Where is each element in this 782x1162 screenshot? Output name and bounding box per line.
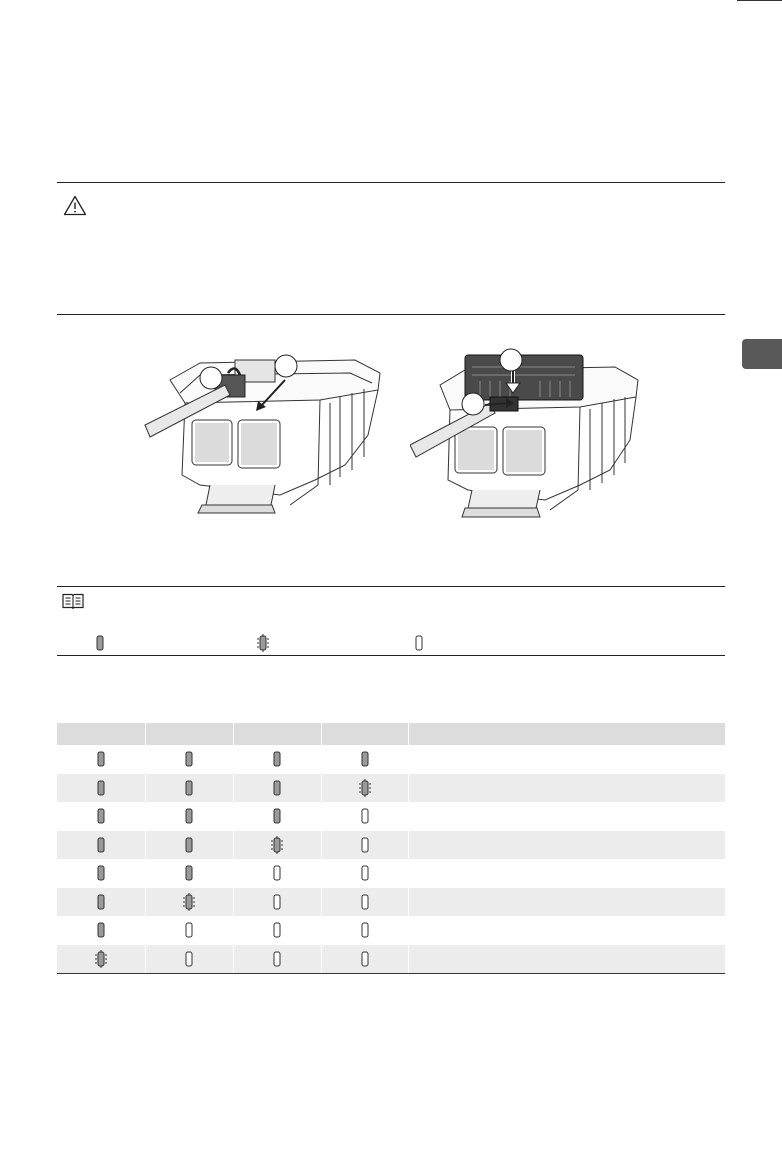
led-status-table: [57, 723, 725, 974]
illustration-mount-module: [410, 345, 650, 525]
led-off-icon: [269, 921, 285, 939]
legend-solid: [92, 634, 108, 652]
table-header-cell: [321, 723, 408, 745]
table-row: [57, 916, 725, 945]
led-blinking-icon: [255, 634, 271, 652]
led-cell: [233, 831, 321, 860]
led-cell: [321, 774, 408, 803]
led-solid-on-icon: [93, 921, 109, 939]
led-cell: [57, 831, 145, 860]
led-solid-on-icon: [93, 893, 109, 911]
table-row: [57, 831, 725, 860]
table-row: [57, 945, 725, 974]
description-cell: [408, 888, 725, 917]
table-row: [57, 802, 725, 831]
table-header-cell: [233, 723, 321, 745]
led-cell: [321, 859, 408, 888]
led-cell: [233, 916, 321, 945]
description-cell: [408, 831, 725, 860]
led-solid-on-icon: [93, 750, 109, 768]
led-cell: [145, 859, 233, 888]
led-blinking-icon: [181, 893, 197, 911]
led-off-icon: [357, 921, 373, 939]
led-off-icon: [357, 836, 373, 854]
table-row: [57, 745, 725, 774]
led-blinking-icon: [93, 950, 109, 968]
led-solid-on-icon: [181, 807, 197, 825]
led-solid-on-icon: [93, 864, 109, 882]
warning-top-rule: [57, 182, 725, 183]
led-cell: [233, 774, 321, 803]
notice-bottom-rule: [57, 655, 725, 656]
table-header-cell: [57, 723, 145, 745]
led-cell: [57, 802, 145, 831]
led-cell: [145, 831, 233, 860]
description-cell: [408, 945, 725, 974]
led-solid-on-icon: [181, 779, 197, 797]
legend-blink: [255, 634, 271, 652]
table-row: [57, 859, 725, 888]
book-icon: [62, 593, 84, 609]
step-number-circle: [462, 393, 484, 415]
led-cell: [57, 888, 145, 917]
led-solid-on-icon: [93, 836, 109, 854]
led-cell: [233, 945, 321, 974]
led-cell: [145, 774, 233, 803]
table-header-row: [57, 723, 725, 745]
illustration-connect-cable: [140, 345, 390, 520]
led-off-icon: [357, 807, 373, 825]
led-off-icon: [357, 950, 373, 968]
description-cell: [408, 774, 725, 803]
led-cell: [233, 802, 321, 831]
section-tab: [742, 339, 782, 369]
led-cell: [145, 802, 233, 831]
led-cell: [321, 916, 408, 945]
led-cell: [57, 774, 145, 803]
warning-bottom-rule: [57, 314, 725, 315]
step-number-circle: [275, 355, 297, 377]
led-blinking-icon: [269, 836, 285, 854]
description-cell: [408, 802, 725, 831]
description-cell: [408, 859, 725, 888]
led-cell: [233, 888, 321, 917]
legend-off: [411, 634, 427, 652]
led-cell: [321, 831, 408, 860]
warning-triangle-icon: [63, 195, 87, 216]
description-cell: [408, 916, 725, 945]
led-solid-on-icon: [181, 750, 197, 768]
led-cell: [233, 745, 321, 774]
led-cell: [321, 802, 408, 831]
led-cell: [321, 745, 408, 774]
led-cell: [233, 859, 321, 888]
step-number-circle: [500, 349, 522, 371]
led-cell: [145, 916, 233, 945]
led-cell: [145, 888, 233, 917]
led-cell: [57, 859, 145, 888]
led-cell: [321, 945, 408, 974]
description-cell: [408, 745, 725, 774]
led-cell: [57, 916, 145, 945]
led-cell: [57, 745, 145, 774]
led-off-icon: [357, 893, 373, 911]
table-header-cell: [145, 723, 233, 745]
led-off-icon: [181, 921, 197, 939]
led-cell: [145, 745, 233, 774]
led-off-icon: [269, 950, 285, 968]
led-solid-on-icon: [93, 779, 109, 797]
led-solid-on-icon: [269, 779, 285, 797]
table-row: [57, 774, 725, 803]
led-solid-on-icon: [93, 807, 109, 825]
led-off-icon: [357, 864, 373, 882]
led-solid-on-icon: [181, 836, 197, 854]
led-solid-on-icon: [357, 750, 373, 768]
led-solid-on-icon: [269, 750, 285, 768]
led-cell: [145, 945, 233, 974]
led-cell: [321, 888, 408, 917]
crop-mark: [737, 0, 782, 1]
led-off-icon: [269, 864, 285, 882]
led-blinking-icon: [357, 779, 373, 797]
led-solid-on-icon: [181, 864, 197, 882]
led-off-icon: [181, 950, 197, 968]
table-header-cell: [408, 723, 725, 745]
led-off-icon: [269, 893, 285, 911]
led-solid-on-icon: [269, 807, 285, 825]
notice-top-rule: [57, 586, 725, 587]
step-number-circle: [200, 367, 222, 389]
led-off-icon: [411, 634, 427, 652]
led-cell: [57, 945, 145, 974]
led-solid-on-icon: [92, 634, 108, 652]
table-row: [57, 888, 725, 917]
